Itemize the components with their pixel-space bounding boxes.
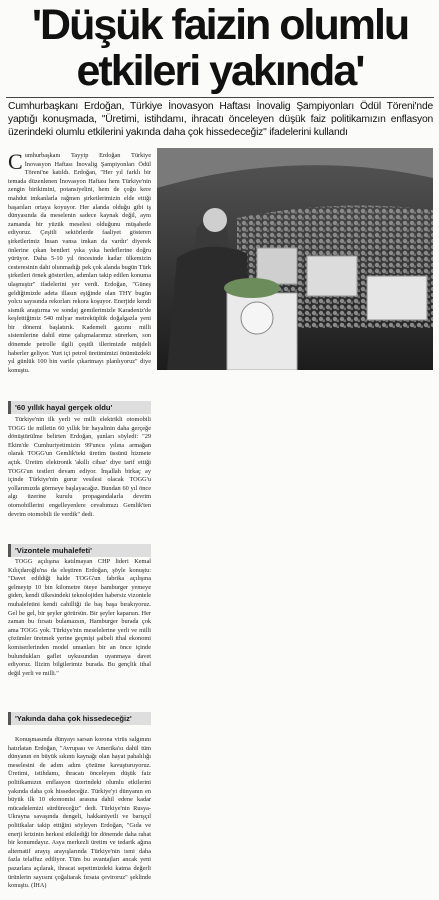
section-inflation	[8, 736, 151, 896]
subheadline: Cumhurbaşkanı Erdoğan, Türkiye İnovasyon Haftası İnovalig Şampiyonları Ödül Töreni'nde yaptığı konuşmada, "Üretimi, istihdamı, ihracatı önceleyen düşük faiz politikamızın enflasyon üzerindeki olumlu etkilerini yakında daha çok hissedeceğiz" ifadelerini kullandı	[8, 101, 433, 138]
article-photo	[157, 148, 433, 370]
section-heading-inflation: 'Yakında daha çok hissedeceğiz'	[8, 712, 151, 725]
vizontele-paragraph: TOGG açılışına katılmayan CHP lideri Kemal Kılıçdaroğlu'na da eleştiren Erdoğan, şöyle konuştu: "Davet edildiği halde TOGG'un fabrika açılışına gelmeyip 10 bin kilometre öteye hamburger yemeye giden, kendi ülkesindeki teknolojiden habersiz vizontele muhalefetini kendi cahilliği ile baş başa bırakıyoruz. Gel be gel, bir şeyler görürsün. Bir şeyler kaparsın. Her zaman bu fırsatı bulamazsın, Hamburger burada çok ama TOGG yok. Türkiye'nin meselelerine yerli ve milli çözümler üretmek yerine geçmişi şaibeli ithal ekonomi komiserlerinden model umanları bir an önce içinde bulundukları gaflet uykusundan uyanmaya davet ediyoruz. İlizim bilgilerimiz burada. Bu gençlik ithal değil yerli ve milli."	[8, 558, 151, 677]
section-togg	[8, 416, 151, 540]
section-heading-togg: '60 yıllık hayal gerçek oldu'	[8, 401, 151, 414]
photo-scene	[157, 148, 433, 370]
headline-line-1: 'Düşük faizin olumlu	[31, 1, 409, 49]
intro-text: umhurbaşkanı Tayyip Erdoğan Türkiye İnovasyon Haftası İnovalig Şampiyonları Ödül Töreni'ne katıldı. Erdoğan, "Her yıl farklı bir temada düzenlenen İnovasyon Haftası hem Türkiye'nin zengin birikimini, potansiyelini, hem de çoğu kere mahdut imkanlarla rağmen şirketlerimizin elde ettiği başarıları ortaya koyuyor. Her alanda olduğu gibi iş dünyasında da meselenin sadece kaynak değil, aynı zamanda bir yüzük meselesi olduğunu müşahede ediyoruz. Çeşitli sektörlerde faaliyet gösteren şirketlerimiz İnsan vansa imkan da vardır' diyerek önlerine çıkan bentleri yıka yıka hedeflerine doğru yürüyor. Daha 5-10 yıl öncesinde kadar ülkemizin cesteresinin dahi olunmadığı pek çok alanda bugün Türk şirketleri örnek gösterilen, adımları takip edilen konuma ulaşmıştır" ifadelerini yer verdi. Erdoğan, "Güneş geldiğimizde adeta illasın eşiğinde olan THY bugün yolcu sayısında rekorları rekora koşuyor. Enerjide kendi sismik araştırma ve sondaj gemilerimizle Karadeniz'de keşfettiğimiz 540 milyar metreküplük doğalgazla yeni bir dönemi başlatırık. Kademeli gazımı milli sistemlerine dahil etme çalışmalarımız sürerken, son dönemde petrolle ilgili çeşitli illerimizde müjdeli haberler geliyor. Yurt içi petrol üretimimizi önümüzdeki yıl günlük 100 bin varile çıkartmayı planlıyoruz" diye konuştu.	[8, 152, 151, 374]
headline-line-2: etkileri yakında'	[76, 47, 364, 95]
headline-rule	[6, 97, 434, 98]
section-heading-vizontele: 'Vizontele muhalefeti'	[8, 544, 151, 557]
article-intro	[8, 152, 151, 396]
drop-cap: C	[8, 152, 23, 174]
headline	[6, 2, 434, 94]
togg-paragraph: Türkiye'nin ilk yerli ve milli elektrikli otomobili TOGG ile milletin 60 yıllık bir hayalinin daha gerçeğe dönüştürülme belirten Erdoğan, şunları söyledi: "29 Ekim'de Cumhuriyetimizin 99'uncu yılına armağan olarak TOGG'un Gemlik'teki üretim üssünü hizmete açtık. Üretim elektronik 'akıllı cihaz' diye tarif ettiği TOGG'un testleri devam ediyor. İnşallah birkaç ay içinde Türkiye'nin gurur vesilesi olacak TOGG'u yollarımızda görmeye başlayacağız. Bundan 60 yıl önce algı üzerine kurulu propagandalarla devrim otomobillerini engelleyenlere cevabımızı Gemlik'ten devrim otomobili ile verdik" dedi.	[8, 416, 151, 518]
inflation-paragraph: Konuşmasında dünyayı sarsan korona virüs salgınını hatırlatan Erdoğan, "Avrupası ve Amerika'sı dahil tüm dünyanın en büyük sıkıntı kaynağı olan hayat pahalılığı meselesini de adım adım çözüme kavuşturuyoruz. Üretimi, istihdamı, ihracatı önceleyen düşük faiz politikamızın enflasyon üzerindeki olumlu etkilerini yakında daha çok hissedeceğiz. Türkiye'yi dünyanın en büyük ilk 10 ekonomisi arasına dahil edene kadar mücadelemizi sürdüreceğiz" dedi. Türkiye'nin Rusya-Ukrayna savaşında dengeli, hakkaniyetli ve barışçıl politikalar takip ettiğini söyleyen Erdoğan, "Gıda ve enerji krizinin herkesi etkilediği bir dönemde daha rahat bir konumdayız. Asya merkezli üretim ve tedarik ağına alternatif arayış arayışlarında Türkiye'nin ismi daha fazla telaffuz ediliyor. Tüm bu avantajları ancak yeni pazarlara açılarak, ihracat sepetimizdeki katma değerli ürünlerin sayısını çoğaltarak fırsata çeviroruz" şeklinde konuştu. (İHA)	[8, 736, 151, 890]
section-vizontele	[8, 558, 151, 708]
intro-paragraph	[8, 152, 151, 375]
